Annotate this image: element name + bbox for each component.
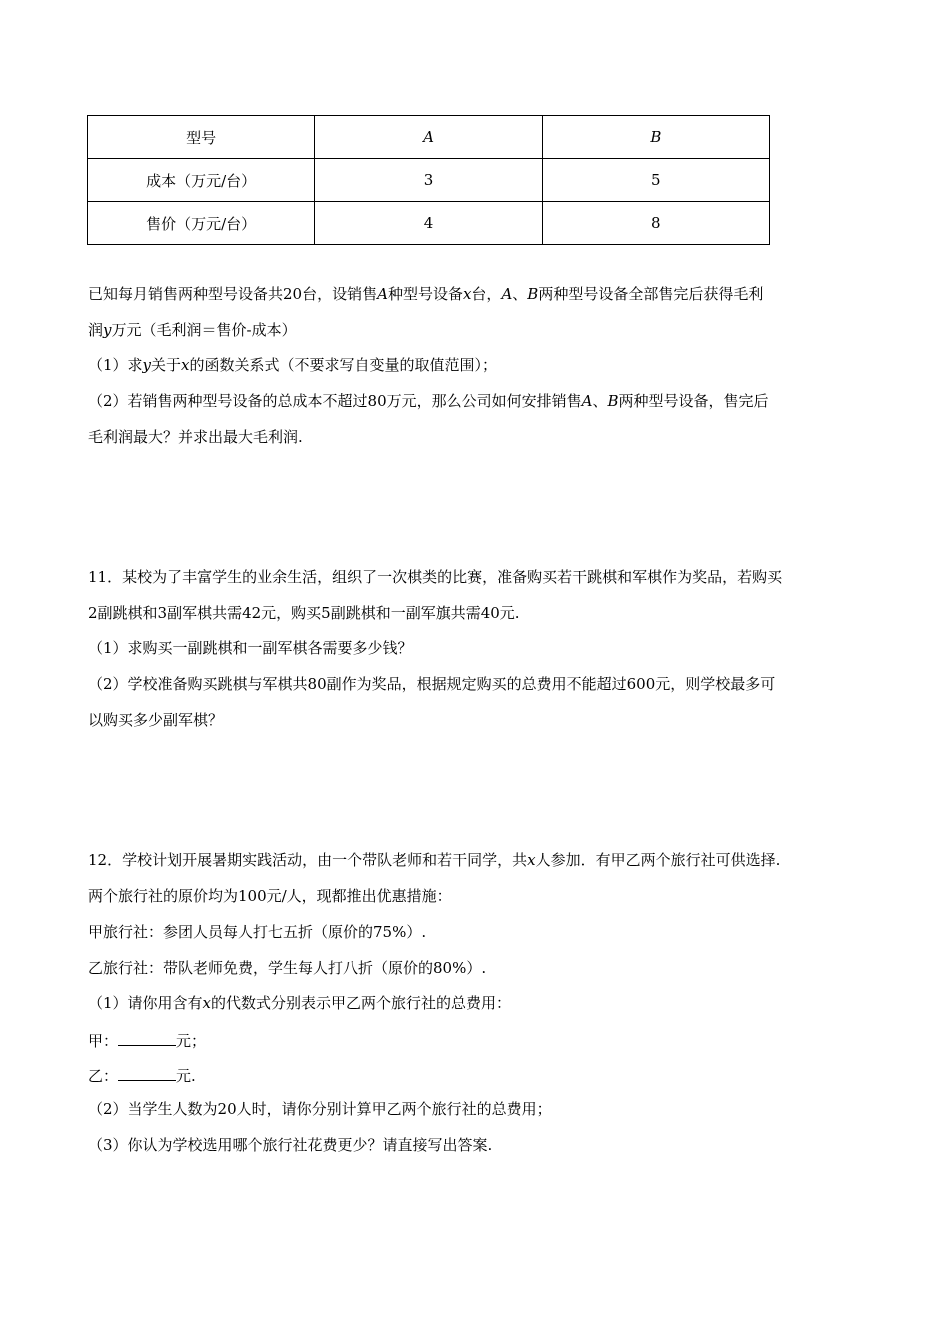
p10-question-2-cont [88, 427, 303, 447]
text: 毛利润最大？并求出最大毛利润. [88, 428, 303, 446]
math-var: A [377, 285, 388, 303]
text: 万元（毛利润＝售价-成本） [111, 321, 297, 339]
p12-line-3: 甲旅行社：参团人员每人打七五折（原价的75%）. [88, 923, 427, 941]
text: 的代数式分别表示甲乙两个旅行社的总费用： [211, 994, 512, 1012]
text: 关于 [151, 356, 182, 374]
p12-line-2: 两个旅行社的原价均为100元/人，现都推出优惠措施： [88, 887, 452, 905]
text: 润 [88, 321, 104, 339]
p11-line-2: 2副跳棋和3副军棋共需42元，购买5副跳棋和一副军旗共需40元. [88, 604, 520, 622]
text: 12．学校计划开展暑期实践活动，由一个带队老师和若干同学，共 [88, 851, 528, 869]
answer-blank-jia[interactable] [118, 1029, 176, 1046]
table-cell: 4 [315, 202, 542, 245]
text: 已知每月销售两种型号设备共20台，设销售 [88, 285, 378, 303]
text: 、 [592, 392, 608, 410]
math-var: A [501, 285, 513, 303]
p10-question-1 [88, 355, 497, 375]
math-var: x [462, 285, 472, 303]
table-row [88, 202, 770, 245]
p11-line-1: 11．某校为了丰富学生的业余生活，组织了一次棋类的比赛，准备购买若干跳棋和军棋作为奖品，若购买 [88, 568, 783, 586]
text: 种型号设备 [387, 285, 463, 303]
text: 元. [176, 1067, 196, 1085]
table-cell: 售价（万元/台） [88, 202, 315, 245]
math-var: B [527, 285, 539, 303]
table-cell: B [542, 116, 769, 159]
p12-question-2: （2）当学生人数为20人时，请你分别计算甲乙两个旅行社的总费用； [88, 1100, 552, 1118]
table-cell: 成本（万元/台） [88, 159, 315, 202]
p12-line-4: 乙旅行社：带队老师免费，学生每人打八折（原价的80%）. [88, 959, 487, 977]
text: 台， [471, 285, 502, 303]
math-var: y [142, 356, 152, 374]
math-var: x [527, 851, 536, 869]
answer-blank-yi[interactable] [118, 1064, 176, 1081]
table-cell: A [315, 116, 542, 159]
table-cell: 3 [315, 159, 542, 202]
text: 两种型号设备，售完后 [618, 392, 769, 410]
math-var: A [581, 392, 593, 410]
p11-question-2-cont: 以购买多少副军棋？ [88, 711, 224, 729]
p10-question-2 [88, 391, 769, 411]
text: 的函数关系式（不要求写自变量的取值范围）； [189, 356, 498, 374]
math-var: B [607, 392, 619, 410]
p11-question-1: （1）求购买一副跳棋和一副军棋各需要多少钱？ [88, 639, 413, 657]
p11-question-2: （2）学校准备购买跳棋与军棋共80副作为奖品，根据规定购买的总费用不能超过600元，则学校最多可 [88, 675, 776, 693]
text: 乙： [88, 1067, 119, 1085]
text: （1）求 [88, 356, 143, 374]
device-spec-table [87, 115, 770, 245]
text: 两种型号设备全部售完后获得毛利 [538, 285, 764, 303]
math-var: x [202, 994, 212, 1012]
text: （1）请你用含有 [88, 994, 203, 1012]
p10-line-1 [88, 284, 763, 304]
table-cell: 5 [542, 159, 769, 202]
text: 、 [512, 285, 528, 303]
text: 元； [176, 1032, 207, 1050]
table-header-row [88, 116, 770, 159]
p12-line-1 [88, 850, 780, 870]
math-var: y [103, 321, 112, 339]
p10-line-2 [88, 320, 297, 340]
table-cell: 8 [542, 202, 769, 245]
text: 人参加．有甲乙两个旅行社可供选择. [535, 851, 781, 869]
p12-answer-jia [88, 1029, 206, 1051]
p12-question-3: （3）你认为学校选用哪个旅行社花费更少？请直接写出答案. [88, 1136, 493, 1154]
math-var: x [181, 356, 190, 374]
text: （2）若销售两种型号设备的总成本不超过80万元，那么公司如何安排销售 [88, 392, 582, 410]
text: 甲： [88, 1032, 119, 1050]
table-cell: 型号 [88, 116, 315, 159]
p12-answer-yi [88, 1064, 196, 1086]
p12-question-1 [88, 993, 511, 1013]
table-row [88, 159, 770, 202]
